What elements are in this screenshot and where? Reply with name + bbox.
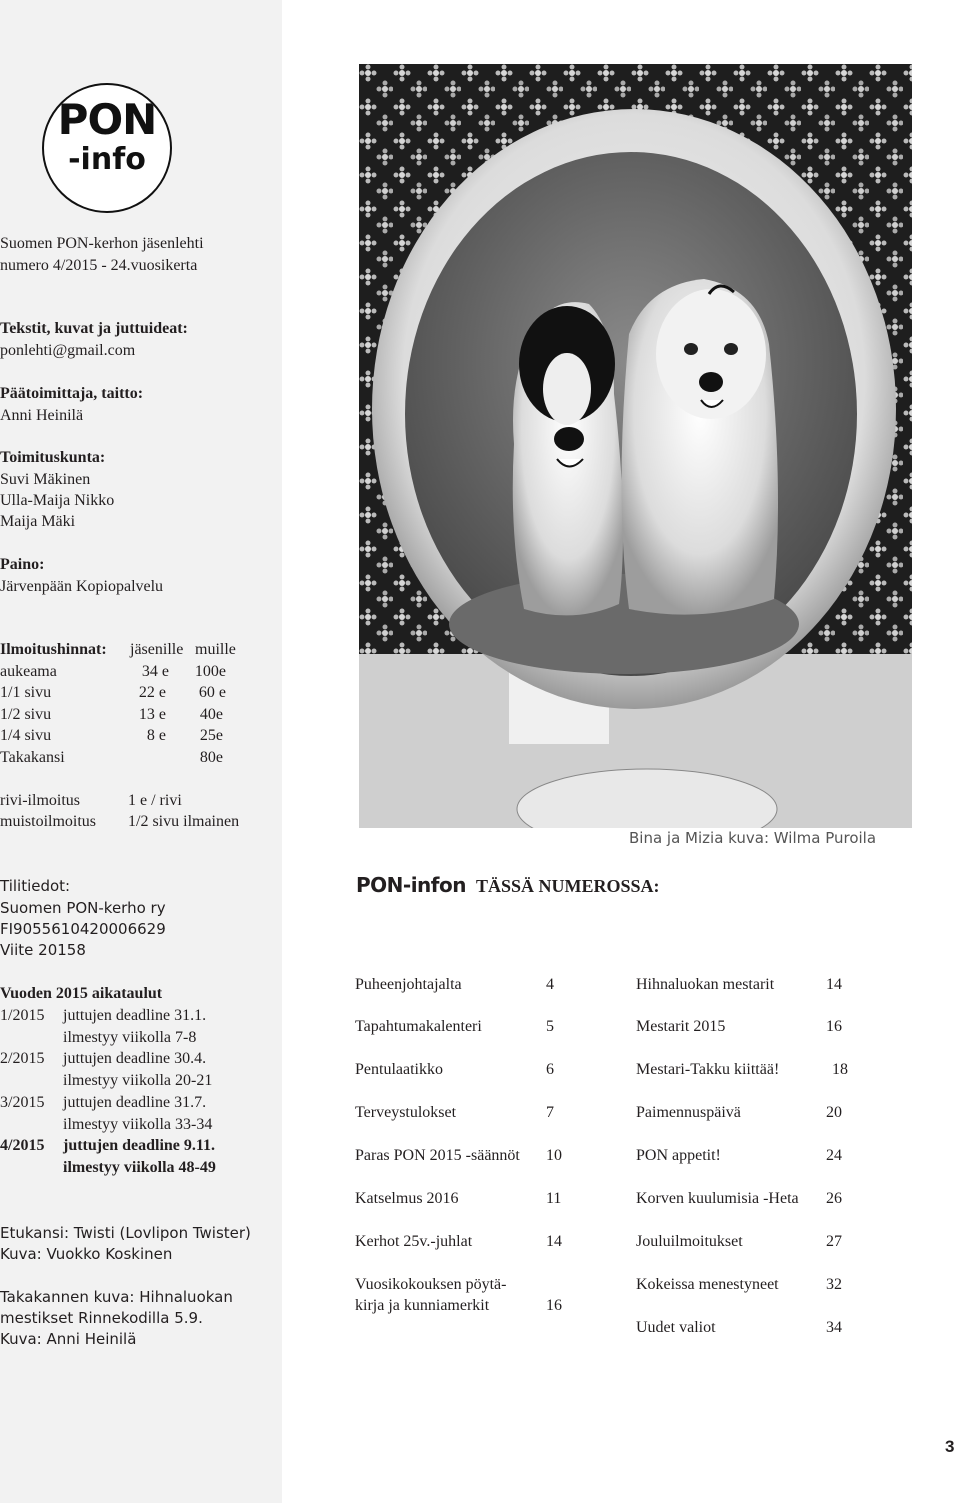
price-row — [0, 704, 260, 726]
price-label: Takakansi — [0, 748, 65, 766]
price-row — [0, 682, 260, 704]
toc-item-page: 7 — [546, 1104, 554, 1121]
toc-item-title: Tapahtumakalenteri — [355, 1018, 482, 1035]
toc-item-title: Uudet valiot — [636, 1319, 716, 1336]
price-members: 13 e — [138, 705, 166, 723]
price-members: 34 e — [141, 662, 169, 680]
toc-item-page: 6 — [546, 1061, 554, 1078]
line-ad-label: muistoilmoitus — [0, 813, 97, 830]
pon-info-logo — [42, 83, 172, 213]
toc-item-page: 27 — [826, 1233, 842, 1250]
schedule-issue: 2/2015 — [0, 1050, 45, 1067]
dogs-in-ball-chair-photo — [359, 64, 912, 828]
photo-illustration — [359, 64, 912, 828]
toc-item-title: PON appetit! — [636, 1147, 721, 1164]
board-member: Maija Mäki — [0, 513, 76, 530]
price-members: 8 e — [146, 727, 166, 744]
bank-iban: FI9055610420006629 — [0, 920, 166, 938]
price-label: 1/4 sivu — [0, 727, 52, 744]
back-cover-photo-credit: Kuva: Anni Heinilä — [0, 1330, 137, 1348]
back-cover-credit: mestikset Rinnekodilla 5.9. — [0, 1309, 203, 1327]
toc-item-page: 5 — [546, 1018, 554, 1035]
price-others: 80e — [199, 748, 223, 766]
intro-line-1: Suomen PON-kerhon jäsenlehti — [0, 235, 204, 252]
price-others: 40e — [199, 705, 223, 723]
schedule-deadline: juttujen deadline 9.11. — [63, 1137, 216, 1154]
price-others: 60 e — [198, 684, 226, 701]
schedule-week: ilmestyy viikolla 48-49 — [63, 1159, 216, 1176]
toc-item-title: Kokeissa menestyneet — [636, 1276, 779, 1293]
price-row — [0, 661, 260, 683]
schedule-deadline: juttujen deadline 30.4. — [63, 1050, 207, 1067]
line-ad-label: rivi-ilmoitus — [0, 792, 80, 809]
cover-credit: Etukansi: Twisti (Lovlipon Twister) — [0, 1224, 251, 1242]
price-table — [0, 639, 270, 779]
toc-item-title: Korven kuulumisia -Heta — [636, 1190, 799, 1207]
bank-label: Tilitiedot: — [0, 877, 71, 895]
toc-item-title: Hihnaluokan mestarit — [636, 976, 775, 993]
toc-item-page: 16 — [826, 1018, 842, 1035]
price-header: Ilmoitushinnat: — [0, 641, 107, 658]
price-row — [0, 725, 260, 747]
schedule-week: ilmestyy viikolla 7-8 — [63, 1029, 197, 1046]
toc-item-title: Paras PON 2015 -säännöt — [355, 1147, 520, 1164]
toc-item-title: Terveystulokset — [355, 1104, 457, 1121]
toc-item-title: Kerhot 25v.-juhlat — [355, 1233, 473, 1250]
board-member: Suvi Mäkinen — [0, 471, 91, 488]
schedule-issue: 1/2015 — [0, 1007, 45, 1024]
toc-brand: PON-infon — [356, 873, 466, 897]
logo-pon-text: PON — [57, 95, 157, 144]
col-members: jäsenille — [130, 641, 184, 658]
toc-item-page: 20 — [826, 1104, 842, 1121]
toc-item-title: Pentulaatikko — [355, 1061, 443, 1078]
toc-item-page: 14 — [826, 976, 842, 993]
toc-item-title: Mestarit 2015 — [636, 1018, 726, 1035]
photo-caption: Bina ja Mizia kuva: Wilma Puroila — [629, 829, 877, 847]
price-label: aukeama — [0, 662, 57, 680]
toc-item-page: 10 — [546, 1147, 562, 1164]
editor-name: Anni Heinilä — [0, 407, 84, 424]
toc-item-page: 16 — [546, 1297, 562, 1314]
toc-item-page: 34 — [826, 1319, 842, 1336]
price-members: 22 e — [138, 684, 166, 701]
toc-item-title-cont: kirja ja kunniamerkit — [355, 1297, 490, 1314]
line-ad-value: 1 e / rivi — [128, 792, 182, 809]
toc-item-title: Vuosikokouksen pöytä- — [355, 1276, 507, 1293]
content-label: Tekstit, kuvat ja juttuideat: — [0, 320, 188, 337]
toc-item-title: Paimennuspäivä — [636, 1104, 741, 1121]
toc-heading-text: TÄSSÄ NUMEROSSA: — [475, 876, 660, 896]
price-others: 25e — [199, 727, 223, 744]
col-others: muille — [195, 641, 236, 658]
toc-item-page: 26 — [826, 1190, 842, 1207]
bank-line: Suomen PON-kerho ry — [0, 899, 166, 917]
schedule-issue: 4/2015 — [0, 1137, 45, 1154]
schedule-deadline: juttujen deadline 31.7. — [63, 1094, 207, 1111]
content-email: ponlehti@gmail.com — [0, 342, 136, 359]
back-cover-credit: Takakannen kuva: Hihnaluokan — [0, 1288, 233, 1306]
toc-item-title: Mestari-Takku kiittää! — [636, 1061, 780, 1078]
toc-item-page: 24 — [826, 1147, 842, 1164]
toc-item-page: 32 — [826, 1276, 842, 1293]
bank-reference: Viite 20158 — [0, 941, 86, 959]
print-value: Järvenpään Kopiopalvelu — [0, 578, 164, 595]
line-ad-value: 1/2 sivu ilmainen — [128, 813, 240, 830]
toc-item-title: Katselmus 2016 — [355, 1190, 459, 1207]
toc-heading — [356, 873, 660, 897]
schedule-deadline: juttujen deadline 31.1. — [63, 1007, 207, 1024]
schedule-title: Vuoden 2015 aikataulut — [0, 985, 163, 1002]
toc-item-page: 14 — [546, 1233, 562, 1250]
price-others: 100e — [194, 662, 226, 680]
cover-photo-credit: Kuva: Vuokko Koskinen — [0, 1245, 173, 1263]
editor-label: Päätoimittaja, taitto: — [0, 385, 144, 402]
board-label: Toimituskunta: — [0, 449, 106, 466]
print-label: Paino: — [0, 556, 45, 573]
schedule-week: ilmestyy viikolla 20-21 — [63, 1072, 213, 1089]
toc-item-title: Jouluilmoitukset — [636, 1233, 743, 1250]
price-header-row — [0, 639, 260, 661]
page-number: 3 — [945, 1437, 955, 1456]
toc-item-title: Puheenjohtajalta — [355, 976, 462, 993]
logo-info-text: -info — [68, 142, 146, 177]
price-label: 1/1 sivu — [0, 684, 52, 701]
board-member: Ulla-Maija Nikko — [0, 492, 115, 509]
schedule-week: ilmestyy viikolla 33-34 — [63, 1116, 213, 1133]
schedule-issue: 3/2015 — [0, 1094, 45, 1111]
price-row — [0, 747, 260, 769]
intro-line-2: numero 4/2015 - 24.vuosikerta — [0, 257, 198, 274]
toc-item-page: 18 — [832, 1061, 848, 1078]
toc-item-page: 11 — [546, 1190, 562, 1207]
toc-item-page: 4 — [546, 976, 554, 993]
price-label: 1/2 sivu — [0, 705, 52, 723]
